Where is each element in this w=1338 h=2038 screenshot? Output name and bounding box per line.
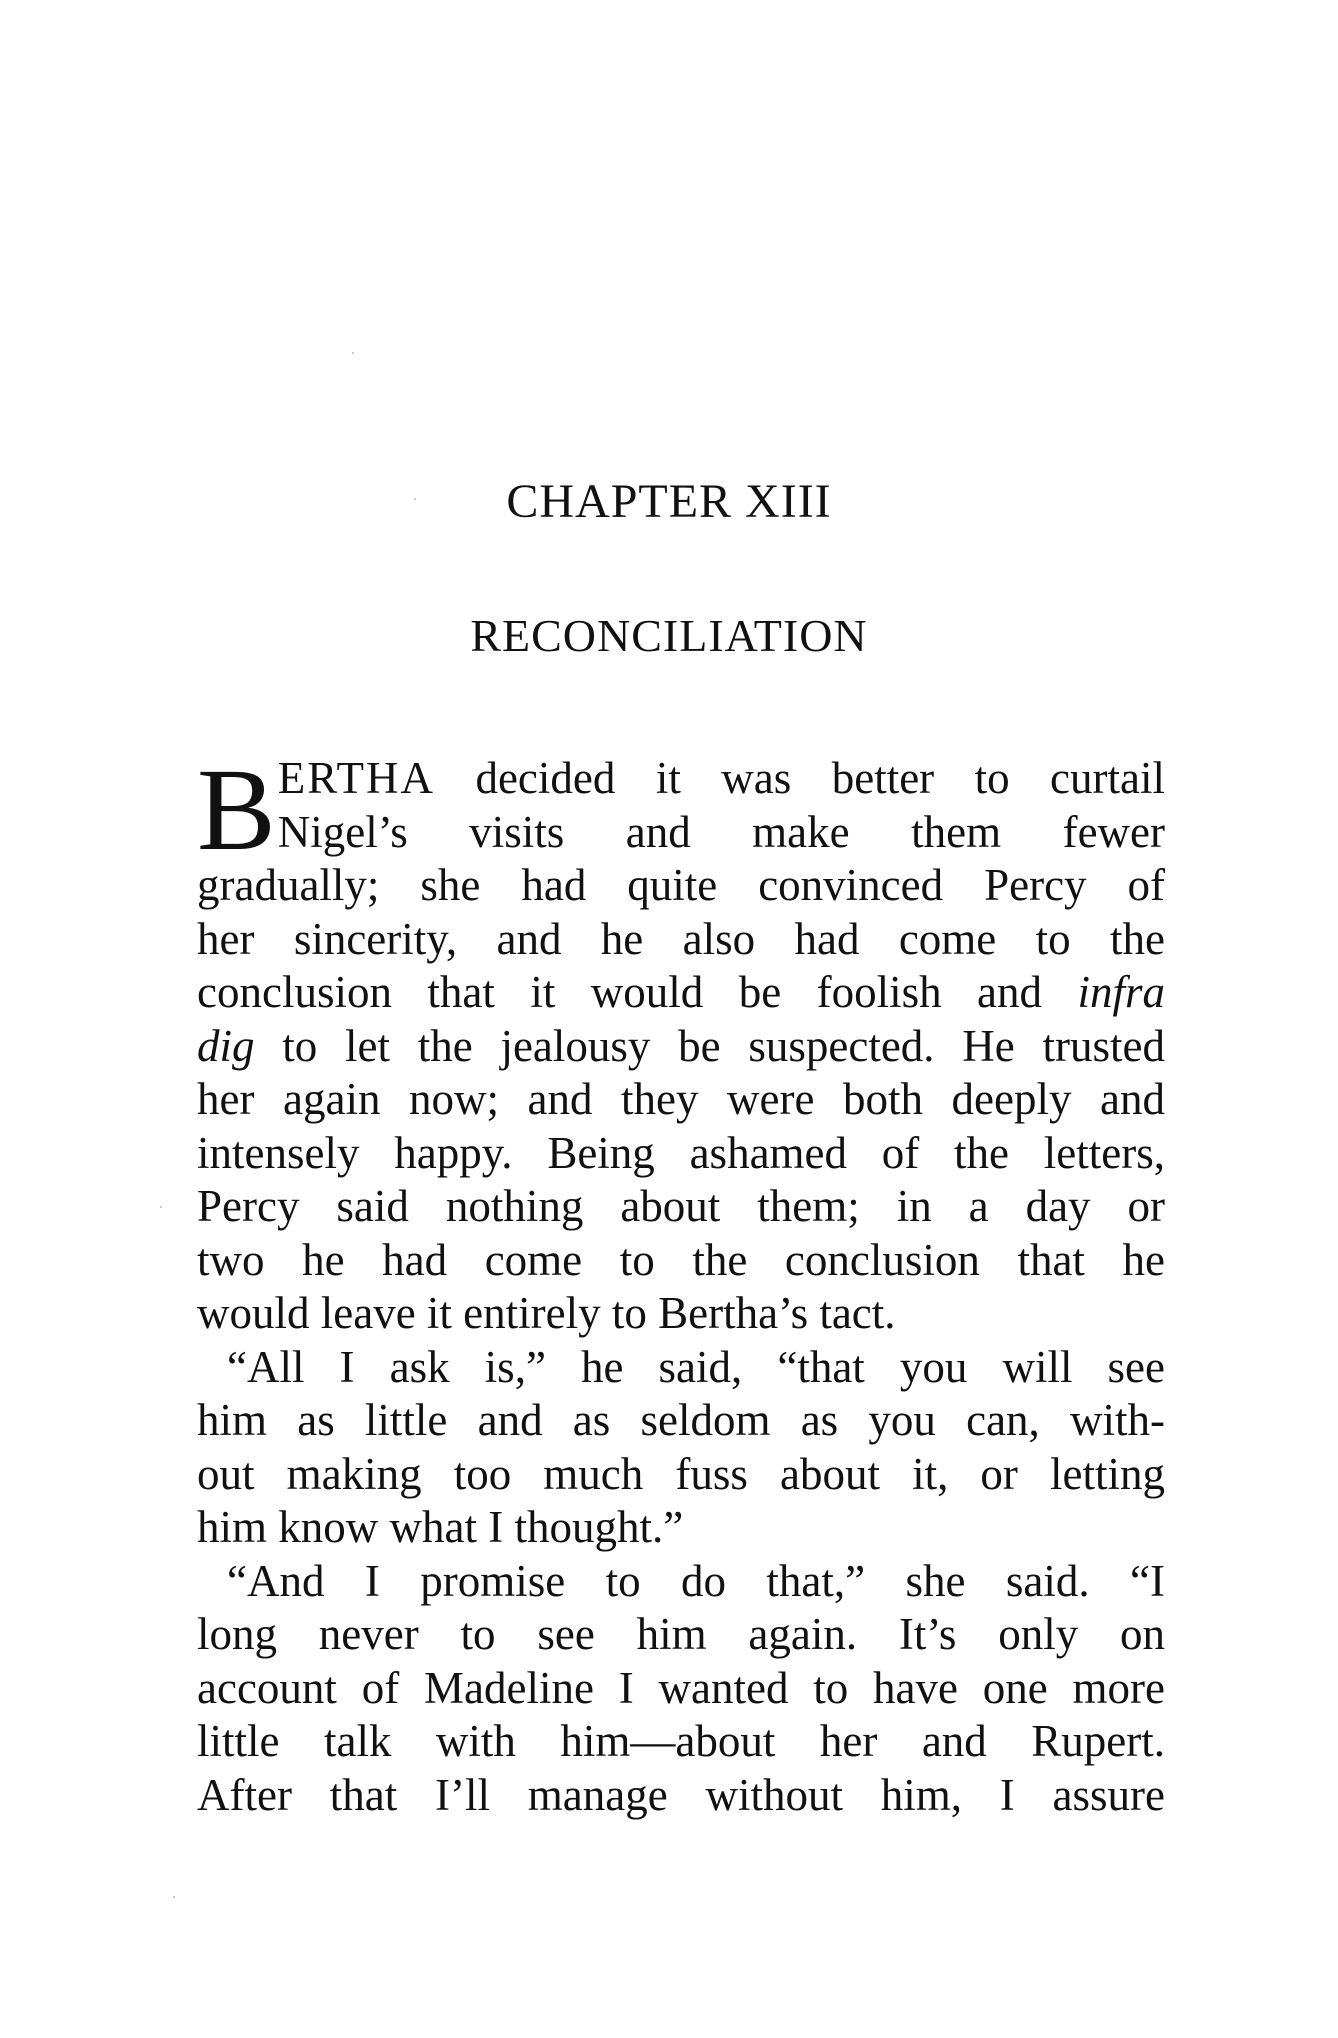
scan-speck	[160, 1206, 162, 1208]
text-line: account of Madeline I wanted to have one more	[197, 1662, 1165, 1713]
text-line	[197, 966, 1165, 1020]
text-line: “All I ask is,” he said, “that you will see	[227, 1341, 1165, 1392]
paragraph-1	[197, 744, 1165, 1341]
paragraph-3	[197, 1555, 1165, 1823]
text-line: two he had come to the conclusion that he	[197, 1234, 1165, 1285]
text-line: “And I promise to do that,” she said. “I	[227, 1555, 1165, 1606]
drop-cap: B	[197, 744, 276, 875]
text-span: conclusion that it would be foolish and	[197, 967, 1078, 1017]
text-line: After that I’ll manage without him, I assure	[197, 1769, 1165, 1820]
text-line: Percy said nothing about them; in a day or	[197, 1181, 1165, 1231]
text-line: her again now; and they were both deeply and	[197, 1074, 1165, 1124]
text-line: gradually; she had quite convinced Percy of	[197, 860, 1165, 910]
text-line: her sincerity, and he also had come to the	[197, 913, 1165, 964]
italic-phrase: infra	[1077, 967, 1165, 1017]
scan-speck	[173, 1896, 175, 1898]
text-line: would leave it entirely to Bertha’s tact.	[197, 1288, 896, 1338]
text-line: him as little and as seldom as you can, with-	[197, 1395, 1165, 1445]
text-span: decided it was better to curtail	[435, 753, 1165, 803]
chapter-number: CHAPTER XIII	[506, 475, 832, 528]
chapter-title: RECONCILIATION	[470, 610, 868, 661]
scan-speck	[352, 352, 354, 354]
text-line: Nigel’s visits and make them fewer	[277, 806, 1165, 857]
text-line	[197, 752, 1165, 806]
text-line: little talk with him—about her and Rupert.	[197, 1716, 1165, 1766]
scan-speck	[414, 498, 416, 500]
text-line: long never to see him again. It’s only on	[197, 1609, 1165, 1659]
body-text	[197, 744, 1165, 1822]
paragraph-2	[197, 1341, 1165, 1555]
text-span: to let the jealousy be suspected. He trusted	[254, 1020, 1165, 1071]
opening-word: ERTHA	[277, 753, 436, 803]
text-line: out making too much fuss about it, or letting	[197, 1448, 1165, 1499]
text-line	[197, 1020, 1165, 1074]
italic-phrase: dig	[197, 1020, 255, 1071]
text-line: intensely happy. Being ashamed of the letters,	[197, 1127, 1165, 1178]
text-line: him know what I thought.”	[197, 1502, 684, 1552]
